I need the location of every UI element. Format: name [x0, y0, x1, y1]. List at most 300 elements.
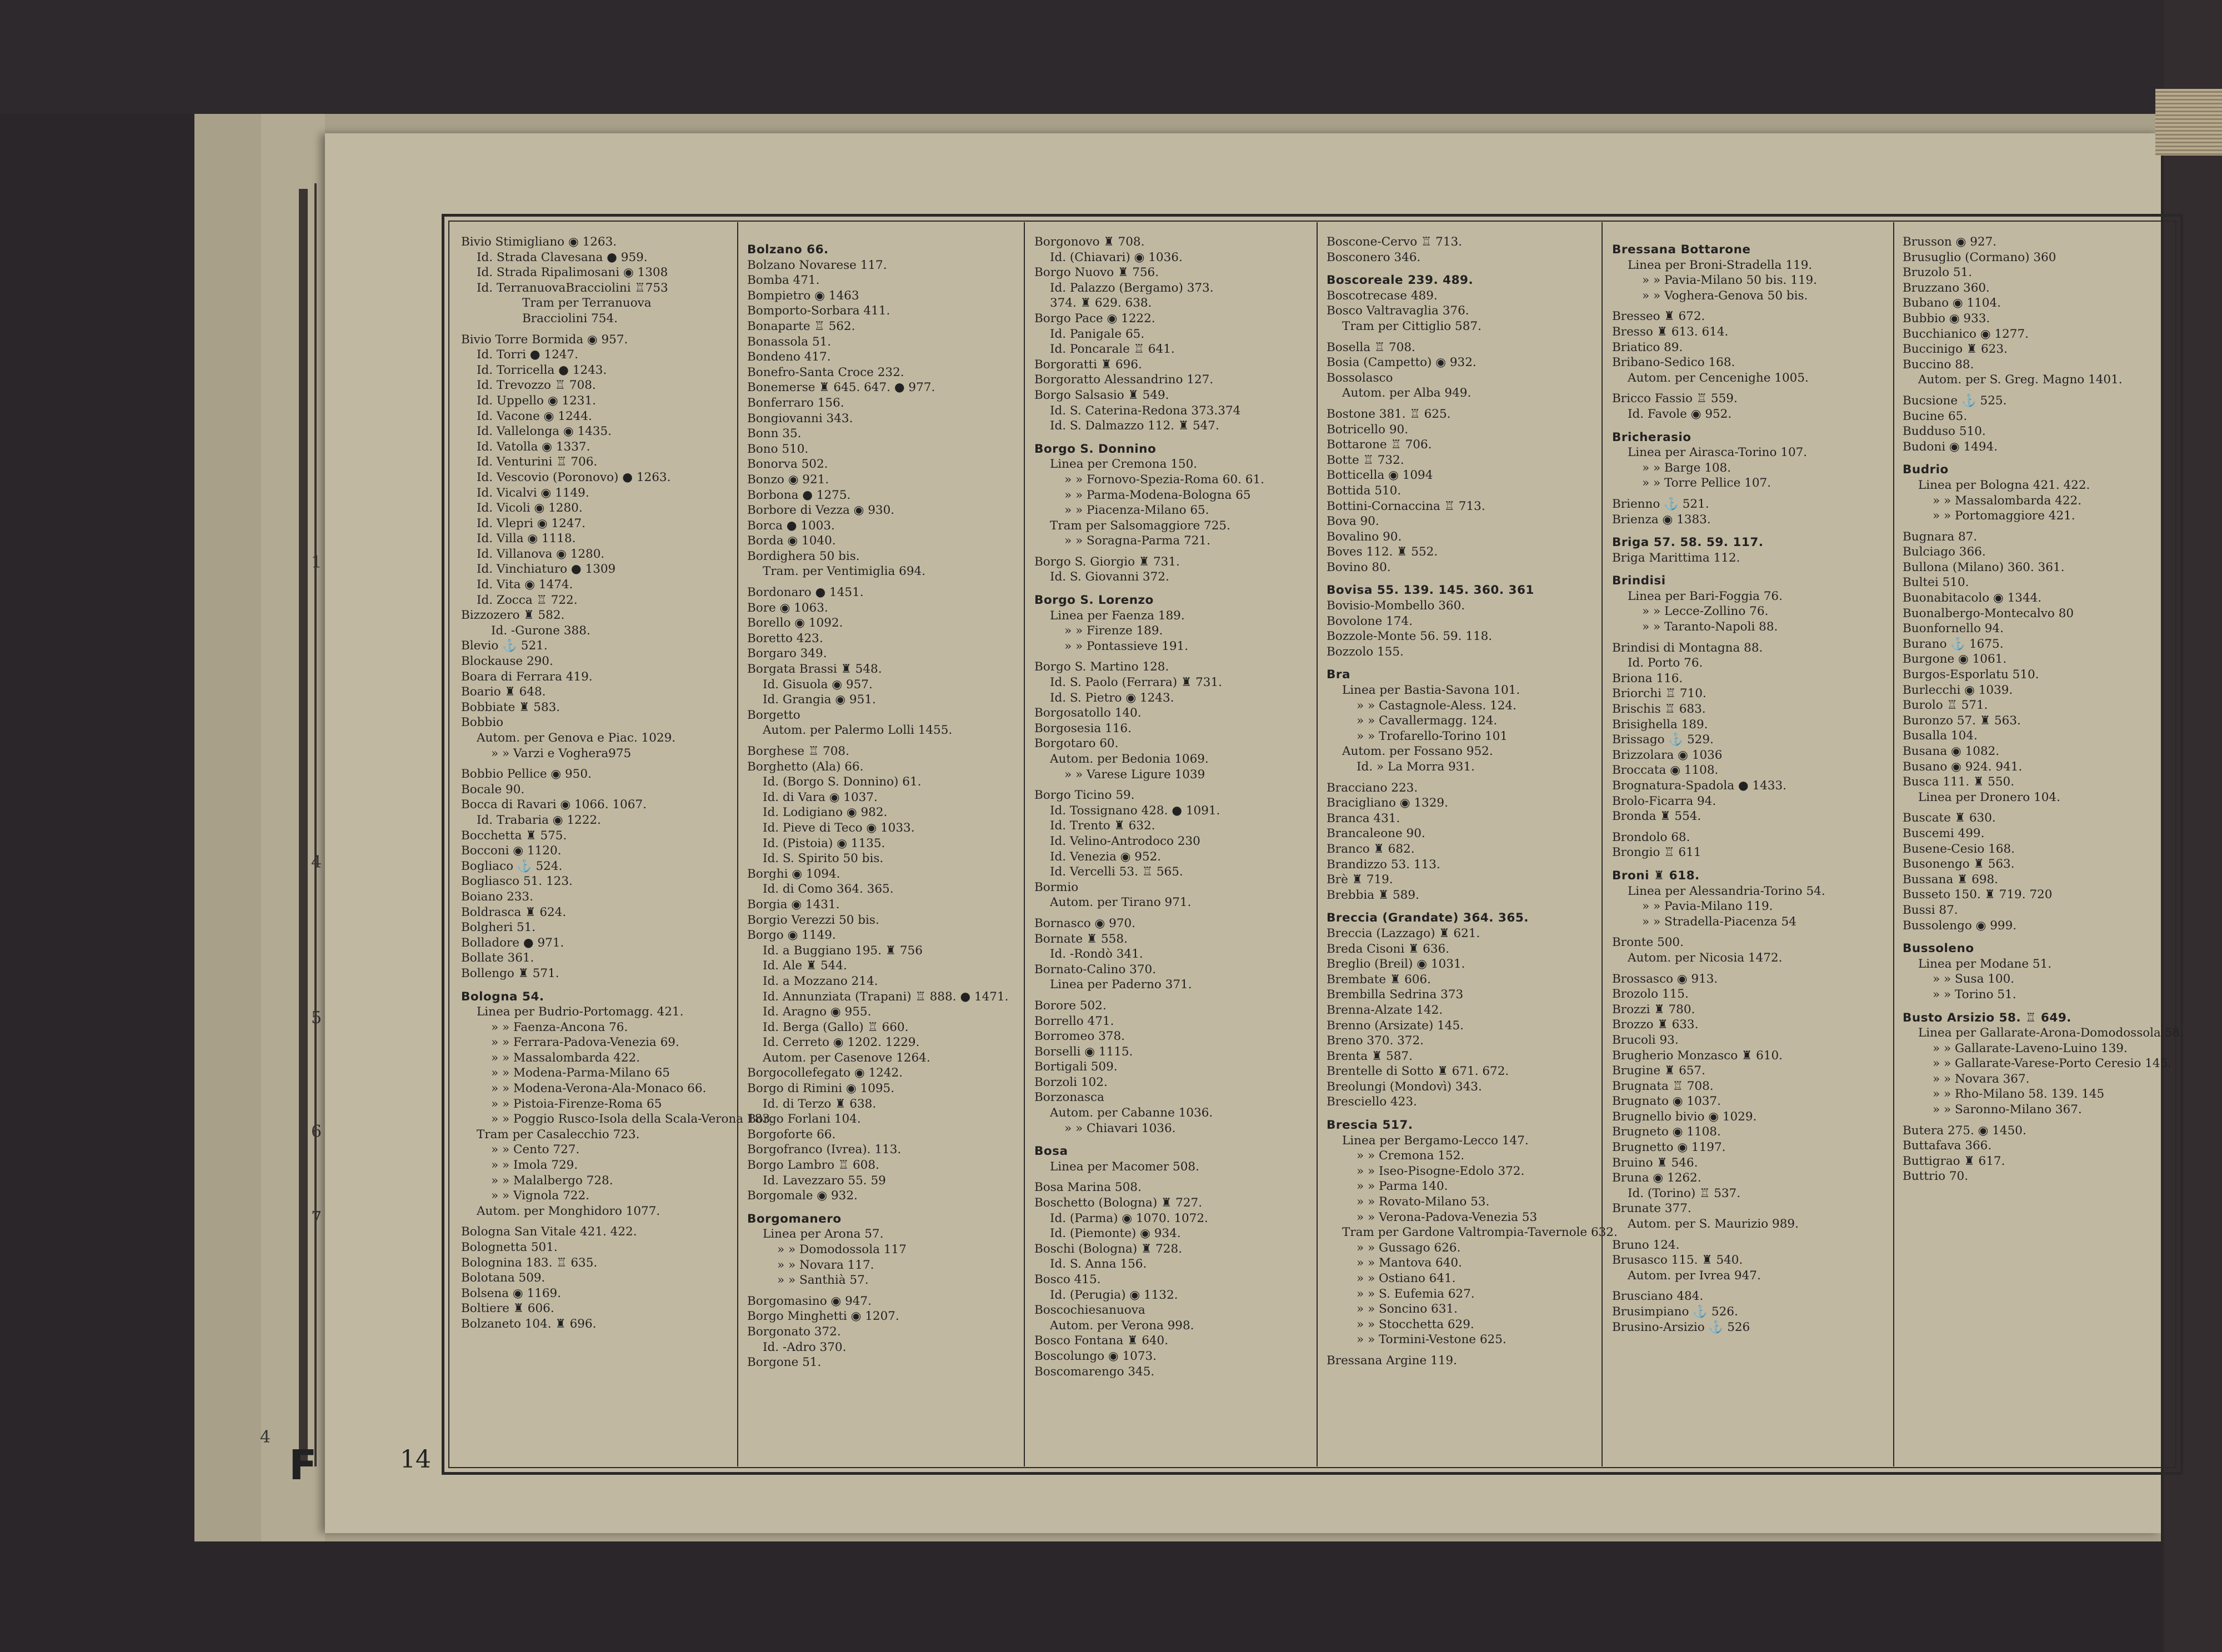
index-entry: Autom. per Bedonia 1069.: [1050, 752, 1209, 766]
index-entry: » » Massalombarda 422.: [491, 1050, 640, 1065]
index-entry: Breccia (Lazzago) ♜ 621.: [1327, 926, 1480, 940]
index-column-6: [1903, 234, 2184, 1456]
index-entry: Borgoratto Alessandrino 127.: [1034, 373, 1214, 387]
index-entry: Bronda ♜ 554.: [1612, 809, 1701, 824]
index-entry: Id. Villa ◉ 1118.: [477, 532, 576, 546]
index-entry: Bovalino 90.: [1327, 529, 1402, 544]
index-entry: Brischis ♖ 683.: [1612, 702, 1706, 717]
index-entry: Autom. per S. Maurizio 989.: [1628, 1217, 1799, 1232]
index-entry: Id. (Chiavari) ◉ 1036.: [1050, 250, 1183, 264]
index-entry: Bolsena ◉ 1169.: [461, 1286, 562, 1300]
index-entry: Borgo Forlani 104.: [747, 1112, 861, 1127]
index-entry: Id. -Gurone 388.: [491, 623, 590, 638]
index-entry: Id. S. Dalmazzo 112. ♜ 547.: [1050, 419, 1219, 433]
index-entry: Burlecchi ◉ 1039.: [1903, 683, 2013, 697]
index-entry: Briona 116.: [1612, 671, 1683, 685]
index-entry: Id. Annunziata (Trapani) ♖ 888. ● 1471.: [763, 989, 1009, 1004]
index-entry: » » Parma-Modena-Bologna 65: [1064, 488, 1251, 502]
index-entry: » » Massalombarda 422.: [1933, 493, 2082, 508]
index-entry: Id. a Buggiano 195. ♜ 756: [763, 943, 923, 958]
index-column-2: [747, 234, 1019, 1456]
index-entry: Brunate 377.: [1612, 1202, 1691, 1216]
index-entry: Bocca di Ravari ◉ 1066. 1067.: [461, 798, 647, 812]
index-entry: Id. S. Spirito 50 bis.: [763, 852, 884, 866]
index-entry: Brugnetto ◉ 1197.: [1612, 1140, 1726, 1155]
index-entry: » » Cremona 152.: [1357, 1149, 1465, 1163]
index-entry: Autom. per Alba 949.: [1342, 386, 1472, 401]
index-entry: Bonorva 502.: [747, 457, 828, 472]
index-entry: Linea per Bari-Foggia 76.: [1628, 589, 1783, 603]
index-entry: Bondeno 417.: [747, 350, 831, 364]
index-entry: Breno 370. 372.: [1327, 1034, 1424, 1048]
index-entry: Busene-Cesio 168.: [1903, 842, 2015, 856]
index-entry: » » Cavallermagg. 124.: [1357, 714, 1498, 728]
index-entry: Boscone-Cervo ♖ 713.: [1327, 235, 1462, 249]
index-entry: Borgo Ticino 59.: [1034, 788, 1135, 803]
index-entry: Id. Trevozzo ♖ 708.: [477, 378, 596, 393]
index-heading: Budrio: [1903, 463, 1949, 477]
index-entry: Id. Uppello ◉ 1231.: [477, 393, 596, 408]
index-entry: Buttigrao ♜ 617.: [1903, 1154, 2005, 1168]
index-heading: Bressana Bottarone: [1612, 243, 1751, 257]
index-entry: Autom. per Monghidoro 1077.: [477, 1204, 660, 1218]
index-entry: Borrello 471.: [1034, 1014, 1114, 1028]
index-entry: Autom. per Verona 998.: [1050, 1318, 1194, 1333]
index-entry: » » Castagnole-Aless. 124.: [1357, 698, 1517, 713]
index-entry: Tram per Cittiglio 587.: [1342, 319, 1482, 333]
index-entry: Bovolone 174.: [1327, 614, 1413, 628]
index-entry: Bore ◉ 1063.: [747, 600, 828, 615]
index-entry: Bogliaco ⚓ 524.: [461, 859, 563, 873]
index-entry: Bongiovanni 343.: [747, 411, 853, 425]
index-entry: Bornate ♜ 558.: [1034, 932, 1128, 946]
index-entry: Id. Vercelli 53. ♖ 565.: [1050, 865, 1183, 879]
index-entry: Borgo Nuovo ♜ 756.: [1034, 266, 1159, 280]
column-separator: [1893, 222, 1894, 1466]
index-entry: Bossolasco: [1327, 371, 1393, 385]
index-entry: Id. Cerreto ◉ 1202. 1229.: [763, 1035, 920, 1050]
index-entry: Bottini-Cornaccina ♖ 713.: [1327, 499, 1485, 513]
index-entry: Id. Vicalvi ◉ 1149.: [477, 485, 589, 500]
index-entry: Tram per Gardone Valtrompia-Tavernole 632.: [1342, 1225, 1618, 1240]
index-entry: Buttafava 366.: [1903, 1139, 1992, 1153]
index-entry: » » Tormini-Vestone 625.: [1357, 1333, 1507, 1347]
index-entry: Id. S. Giovanni 372.: [1050, 570, 1169, 584]
index-entry: Id. (Borgo S. Donnino) 61.: [763, 775, 922, 789]
index-entry: Id. Villanova ◉ 1280.: [477, 547, 605, 561]
index-entry: » » S. Eufemia 627.: [1357, 1286, 1475, 1301]
index-entry: Boschi (Bologna) ♜ 728.: [1034, 1241, 1182, 1256]
index-entry: Autom. per S. Greg. Magno 1401.: [1918, 373, 2123, 387]
index-entry: Brè ♜ 719.: [1327, 873, 1393, 887]
index-entry: Brugine ♜ 657.: [1612, 1064, 1705, 1078]
index-entry: Id. Strada Ripalimosani ◉ 1308: [477, 266, 668, 280]
index-entry: Borgata Brassi ♜ 548.: [747, 662, 882, 677]
index-entry: Blockause 290.: [461, 654, 553, 669]
index-entry: Bomporto-Sorbara 411.: [747, 304, 890, 318]
column-separator: [1024, 222, 1025, 1466]
index-entry: Bosco 415.: [1034, 1273, 1101, 1286]
index-entry: Brusimpiano ⚓ 526.: [1612, 1305, 1738, 1319]
left-page-rule: [299, 189, 308, 1466]
index-entry: Botte ♖ 732.: [1327, 453, 1404, 467]
index-entry: Boltiere ♜ 606.: [461, 1301, 554, 1316]
index-entry: Bulciago 366.: [1903, 545, 1986, 559]
index-entry: Id. Vacone ◉ 1244.: [477, 409, 592, 423]
index-entry: Bonaparte ♖ 562.: [747, 319, 855, 333]
index-entry: » » Varese Ligure 1039: [1064, 767, 1205, 782]
index-heading: Bra: [1327, 668, 1350, 682]
left-footer-number: 4: [260, 1428, 271, 1447]
index-entry: Briatico 89.: [1612, 340, 1683, 354]
index-entry: Linea per Broni-Stradella 119.: [1628, 258, 1813, 272]
index-entry: » » Taranto-Napoli 88.: [1642, 620, 1778, 634]
index-entry: Autom. per Palermo Lolli 1455.: [763, 723, 953, 738]
index-entry: Id. Favole ◉ 952.: [1628, 407, 1732, 421]
index-entry: Id. Panigale 65.: [1050, 327, 1145, 341]
index-entry: Boldrasca ♜ 624.: [461, 905, 567, 919]
index-entry: Butera 275. ◉ 1450.: [1903, 1123, 2026, 1138]
index-entry: Bucsione ⚓ 525.: [1903, 393, 2007, 408]
index-column-5: [1612, 234, 1889, 1456]
index-entry: Briga Marittima 112.: [1612, 550, 1740, 565]
index-entry: » » Piacenza-Milano 65.: [1064, 503, 1209, 518]
index-entry: » » Novara 117.: [777, 1258, 874, 1272]
index-entry: Bosella ♖ 708.: [1327, 340, 1415, 354]
index-entry: Id. Torricella ● 1243.: [477, 363, 607, 377]
index-entry: » » Chiavari 1036.: [1064, 1121, 1176, 1135]
index-entry: Id. Venezia ◉ 952.: [1050, 849, 1162, 864]
left-footer-letter: F: [289, 1441, 317, 1489]
index-entry: Bruna ◉ 1262.: [1612, 1171, 1701, 1185]
index-entry: Bonzo ◉ 921.: [747, 472, 829, 487]
index-entry: » » Stradella-Piacenza 54: [1642, 914, 1796, 929]
index-entry: Id. Zocca ♖ 722.: [477, 593, 578, 607]
index-entry: Bologna San Vitale 421. 422.: [461, 1225, 637, 1239]
index-entry: Bronte 500.: [1612, 935, 1684, 950]
index-entry: Autom. per Fossano 952.: [1342, 744, 1493, 759]
index-entry: Bollate 361.: [461, 951, 534, 965]
index-entry: Id. -Rondò 341.: [1050, 947, 1143, 962]
index-entry: » » Susa 100.: [1933, 972, 2015, 987]
index-entry: » » Modena-Parma-Milano 65: [491, 1066, 670, 1080]
page-number: 14: [400, 1445, 431, 1474]
index-entry: Borgo Minghetti ◉ 1207.: [747, 1309, 899, 1324]
index-entry: Brongio ♖ 611: [1612, 845, 1701, 860]
index-entry: Id. Vinchiaturo ● 1309: [477, 562, 616, 577]
index-entry: Id. di Vara ◉ 1037.: [763, 790, 878, 804]
index-entry: Breglio (Breil) ◉ 1031.: [1327, 957, 1465, 972]
index-entry: Bonemerse ♜ 645. 647. ● 977.: [747, 381, 935, 395]
index-entry: » » Lecce-Zollino 76.: [1642, 604, 1769, 619]
index-entry: Bornasco ◉ 970.: [1034, 916, 1136, 930]
index-entry: » » Santhià 57.: [777, 1273, 869, 1288]
index-entry: Buonalbergo-Montecalvo 80: [1903, 606, 2074, 620]
index-entry: Bobbio Pellice ◉ 950.: [461, 767, 592, 782]
index-entry: Bonn 35.: [747, 427, 802, 441]
index-entry: Boretto 423.: [747, 631, 823, 645]
column-separator: [737, 222, 738, 1466]
index-entry: Brenta ♜ 587.: [1327, 1049, 1413, 1063]
index-entry: Bubbio ◉ 933.: [1903, 311, 1990, 326]
index-heading: Borgo S. Donnino: [1034, 442, 1157, 456]
index-entry: Borello ◉ 1092.: [747, 616, 843, 630]
index-entry: Id. di Como 364. 365.: [763, 882, 894, 897]
index-entry: Buscate ♜ 630.: [1903, 811, 1996, 825]
index-entry: » » Pontassieve 191.: [1064, 639, 1189, 653]
index-entry: Brognatura-Spadola ● 1433.: [1612, 779, 1786, 793]
index-entry: Id. TerranuovaBracciolini ♖753: [477, 281, 668, 295]
index-entry: Brenna-Alzate 142.: [1327, 1003, 1443, 1017]
index-entry: Id. Palazzo (Bergamo) 373.: [1050, 281, 1214, 295]
index-entry: Borgoratti ♜ 696.: [1034, 357, 1142, 372]
index-entry: Id. Trento ♜ 632.: [1050, 819, 1155, 833]
left-margin-mark: 7: [311, 1208, 322, 1228]
left-margin-mark: 5: [311, 1008, 322, 1028]
index-entry: Bocale 90.: [461, 782, 525, 797]
index-entry: Brugnello bivio ◉ 1029.: [1612, 1109, 1757, 1124]
index-entry: Brusson ◉ 927.: [1903, 235, 1997, 249]
index-entry: Id. Tossignano 428. ● 1091.: [1050, 803, 1220, 818]
index-entry: Linea per Dronero 104.: [1918, 790, 2060, 804]
index-entry: » » Pavia-Milano 119.: [1642, 899, 1773, 914]
index-entry: Bordonaro ● 1451.: [747, 585, 864, 600]
index-entry: Bracigliano ◉ 1329.: [1327, 796, 1448, 810]
index-entry: Bosia (Campetto) ◉ 932.: [1327, 356, 1477, 370]
index-entry: Id. Lodigiano ◉ 982.: [763, 805, 888, 820]
index-entry: Id. di Terzo ♜ 638.: [763, 1097, 877, 1111]
index-entry: Id. Vicoli ◉ 1280.: [477, 501, 583, 515]
index-entry: Bracciolini 754.: [522, 311, 618, 326]
index-heading: Busto Arsizio 58. ♖ 649.: [1903, 1010, 2071, 1025]
index-entry: Brentelle di Sotto ♜ 671. 672.: [1327, 1064, 1509, 1079]
index-entry: Id. Aragno ◉ 955.: [763, 1005, 872, 1019]
index-entry: Brisighella 189.: [1612, 717, 1708, 732]
index-entry: Bovino 80.: [1327, 560, 1391, 574]
index-heading: Brindisi: [1612, 574, 1666, 588]
index-entry: Borghetto (Ala) 66.: [747, 759, 864, 774]
index-entry: Bultei 510.: [1903, 575, 1969, 590]
index-column-4: [1327, 234, 1618, 1456]
index-entry: Brenno (Arsizate) 145.: [1327, 1018, 1464, 1033]
index-entry: Breda Cisoni ♜ 636.: [1327, 942, 1450, 956]
index-entry: Budoni ◉ 1494.: [1903, 439, 1998, 454]
index-entry: Id. (Parma) ◉ 1070. 1072.: [1050, 1211, 1208, 1225]
index-entry: Linea per Macomer 508.: [1050, 1159, 1199, 1174]
index-entry: » » Voghera-Genova 50 bis.: [1642, 288, 1808, 303]
index-entry: Bollengo ♜ 571.: [461, 966, 559, 980]
index-entry: Brossasco ◉ 913.: [1612, 972, 1718, 986]
left-margin-mark: 1: [311, 553, 322, 572]
index-entry: Linea per Bologna 421. 422.: [1918, 478, 2090, 492]
index-entry: Brugneto ◉ 1108.: [1612, 1125, 1721, 1139]
index-entry: Burgone ◉ 1061.: [1903, 652, 2007, 667]
index-entry: Borgia ◉ 1431.: [747, 897, 840, 912]
index-entry: » » Ostiano 641.: [1357, 1271, 1456, 1285]
index-entry: Borgetto: [747, 708, 800, 722]
index-entry: Autom. per Tirano 971.: [1050, 895, 1192, 910]
index-entry: Autom. per Casenove 1264.: [763, 1050, 930, 1065]
index-entry: Id. S. Caterina-Redona 373.374: [1050, 403, 1241, 418]
index-entry: Id. » La Morra 931.: [1357, 760, 1475, 774]
index-entry: 374. ♜ 629. 638.: [1050, 296, 1152, 311]
index-entry: Bussolengo ◉ 999.: [1903, 918, 2017, 933]
index-entry: » » Barge 108.: [1642, 460, 1731, 475]
index-entry: Linea per Modane 51.: [1918, 957, 2052, 971]
index-entry: Id. Strada Clavesana ● 959.: [477, 250, 648, 264]
index-entry: » » Firenze 189.: [1064, 624, 1163, 638]
index-entry: Boves 112. ♜ 552.: [1327, 545, 1438, 559]
index-entry: Bolgheri 51.: [461, 920, 536, 935]
index-entry: Bosco Fontana ♜ 640.: [1034, 1334, 1169, 1348]
index-entry: Borore 502.: [1034, 998, 1107, 1013]
index-entry: Brancaleone 90.: [1327, 827, 1425, 841]
index-entry: Id. Vatolla ◉ 1337.: [477, 439, 590, 454]
index-entry: Boscomarengo 345.: [1034, 1364, 1155, 1379]
index-entry: Id. Berga (Gallo) ♖ 660.: [763, 1020, 909, 1034]
index-heading: Borgomanero: [747, 1212, 842, 1226]
index-heading: Bussoleno: [1903, 942, 1974, 956]
index-entry: Brizzolara ◉ 1036: [1612, 748, 1723, 762]
index-entry: Linea per Airasca-Torino 107.: [1628, 445, 1808, 460]
index-entry: Botticella ◉ 1094: [1327, 468, 1433, 483]
index-entry: Brembate ♜ 606.: [1327, 972, 1431, 987]
index-entry: » » Imola 729.: [491, 1158, 578, 1173]
left-margin-mark: 6: [311, 1122, 322, 1142]
index-entry: Id. S. Paolo (Ferrara) ♜ 731.: [1050, 675, 1222, 690]
index-entry: Borghese ♖ 708.: [747, 744, 849, 758]
index-entry: » » Verona-Padova-Venezia 53: [1357, 1210, 1538, 1224]
index-entry: Borbona ● 1275.: [747, 488, 851, 502]
index-entry: Bivio Torre Bormida ◉ 957.: [461, 332, 628, 347]
index-entry: Busano ◉ 924. 941.: [1903, 759, 2023, 774]
index-entry: Borzoli 102.: [1034, 1075, 1108, 1089]
left-margin-mark: 4: [311, 853, 322, 872]
index-entry: Boara di Ferrara 419.: [461, 669, 593, 684]
index-entry: Brandizzo 53. 113.: [1327, 857, 1440, 872]
index-entry: Linea per Budrio-Portomagg. 421.: [477, 1005, 684, 1019]
index-entry: Bocconi ◉ 1120.: [461, 844, 562, 858]
index-entry: » » Parma 140.: [1357, 1179, 1448, 1194]
index-entry: Bova 90.: [1327, 514, 1379, 529]
index-entry: Id. Pieve di Teco ◉ 1033.: [763, 820, 915, 835]
index-entry: Id. Grangia ◉ 951.: [763, 693, 876, 707]
index-entry: » » Torino 51.: [1933, 987, 2016, 1002]
index-entry: Bono 510.: [747, 442, 809, 456]
index-entry: Bortigali 509.: [1034, 1060, 1118, 1074]
index-entry: Bonefro-Santa Croce 232.: [747, 365, 904, 379]
index-entry: » » Faenza-Ancona 76.: [491, 1020, 628, 1034]
index-entry: » » Iseo-Pisogne-Edolo 372.: [1357, 1164, 1525, 1178]
index-entry: Tram per Salsomaggiore 725.: [1050, 518, 1230, 533]
index-entry: Brondolo 68.: [1612, 830, 1690, 844]
index-entry: Id. -Adro 370.: [763, 1340, 847, 1354]
index-entry: Autom. per Cencenighe 1005.: [1628, 371, 1809, 385]
index-entry: Borda ◉ 1040.: [747, 534, 836, 548]
index-entry: Borgone 51.: [747, 1355, 822, 1370]
index-heading: Borgo S. Lorenzo: [1034, 593, 1154, 608]
index-entry: Bivio Stimigliano ◉ 1263.: [461, 235, 617, 249]
index-entry: Bucchianico ◉ 1277.: [1903, 327, 2029, 341]
index-entry: Branco ♜ 682.: [1327, 842, 1415, 856]
index-entry: Bugnara 87.: [1903, 529, 1978, 544]
index-entry: Bussi 87.: [1903, 903, 1958, 917]
index-entry: Id. Vescovio (Poronovo) ● 1263.: [477, 470, 671, 484]
index-entry: » » Modena-Verona-Ala-Monaco 66.: [491, 1082, 707, 1096]
index-entry: Bobbio: [461, 715, 504, 730]
index-entry: » » Gallarate-Laveno-Luino 139.: [1933, 1041, 2128, 1055]
index-entry: » » Domodossola 117: [777, 1243, 907, 1256]
index-entry: Bolognetta 501.: [461, 1240, 558, 1254]
index-entry: Autom. per Nicosia 1472.: [1628, 950, 1783, 965]
index-entry: » » Gussago 626.: [1357, 1240, 1461, 1255]
index-entry: » » Trofarello-Torino 101: [1357, 729, 1508, 743]
index-entry: » » Fornovo-Spezia-Roma 60. 61.: [1064, 472, 1264, 487]
index-entry: Bressana Argine 119.: [1327, 1353, 1457, 1368]
index-entry: Bucine 65.: [1903, 409, 1968, 423]
index-entry: Linea per Faenza 189.: [1050, 608, 1185, 623]
index-heading: Bricherasio: [1612, 430, 1691, 444]
index-entry: Id. Ale ♜ 544.: [763, 959, 847, 973]
index-entry: Linea per Bergamo-Lecco 147.: [1342, 1133, 1529, 1148]
index-entry: Linea per Arona 57.: [763, 1227, 884, 1241]
index-entry: Bosa Marina 508.: [1034, 1180, 1142, 1195]
index-entry: Busana ◉ 1082.: [1903, 744, 2000, 758]
index-entry: Busseto 150. ♜ 719. 720: [1903, 888, 2053, 902]
index-entry: Borgo Pace ◉ 1222.: [1034, 311, 1155, 326]
index-entry: » » Ferrara-Padova-Venezia 69.: [491, 1035, 679, 1050]
index-entry: Bormio: [1034, 880, 1079, 894]
index-entry: Brindisi di Montagna 88.: [1612, 640, 1763, 655]
index-entry: Id. a Mozzano 214.: [763, 974, 878, 988]
index-entry: Borgoforte 66.: [747, 1127, 836, 1142]
index-entry: Bobbiate ♜ 583.: [461, 700, 560, 714]
index-entry: Brusino-Arsizio ⚓ 526: [1612, 1320, 1750, 1334]
index-entry: Tram per Casalecchio 723.: [477, 1127, 640, 1142]
index-column-3: [1034, 234, 1312, 1456]
index-entry: Bricco Fassio ♖ 559.: [1612, 392, 1738, 406]
index-entry: Bomba 471.: [747, 273, 820, 288]
index-entry: Buronzo 57. ♜ 563.: [1903, 713, 2021, 728]
index-heading: Brescia 517.: [1327, 1118, 1413, 1133]
index-entry: Bovisio-Mombello 360.: [1327, 599, 1465, 613]
index-entry: Bosconero 346.: [1327, 250, 1421, 264]
index-entry: Bonassola 51.: [747, 334, 832, 349]
index-entry: Bocchetta ♜ 575.: [461, 828, 567, 843]
index-entry: Bogliasco 51. 123.: [461, 874, 573, 889]
index-entry: Tram per Terranuova: [522, 296, 652, 311]
index-entry: Burano ⚓ 1675.: [1903, 637, 2004, 651]
index-entry: » » Stocchetta 629.: [1357, 1317, 1474, 1331]
index-entry: Id. Trabaria ◉ 1222.: [477, 813, 601, 827]
index-entry: Boscolungo ◉ 1073.: [1034, 1349, 1157, 1363]
index-entry: Bizzozero ♜ 582.: [461, 608, 565, 623]
index-entry: Buccino 88.: [1903, 357, 1974, 372]
index-entry: Bullona (Milano) 360. 361.: [1903, 560, 2065, 574]
index-entry: Borgotaro 60.: [1034, 737, 1119, 751]
index-entry: Brugnato ◉ 1037.: [1612, 1094, 1721, 1109]
index-entry: » » Soragna-Parma 721.: [1064, 534, 1210, 548]
index-entry: » » Saronno-Milano 367.: [1933, 1103, 2082, 1117]
index-entry: Bresso ♜ 613. 614.: [1612, 324, 1729, 339]
index-entry: Buonabitacolo ◉ 1344.: [1903, 591, 2042, 605]
index-entry: » » Rho-Milano 58. 139. 145: [1933, 1087, 2105, 1102]
index-entry: Borgosesia 116.: [1034, 721, 1132, 735]
index-entry: Bruzzano 360.: [1903, 281, 1990, 295]
index-entry: Id. Vita ◉ 1474.: [477, 578, 573, 592]
index-entry: Id. Poncarale ♖ 641.: [1050, 342, 1175, 357]
index-entry: Borgo ◉ 1149.: [747, 928, 836, 943]
